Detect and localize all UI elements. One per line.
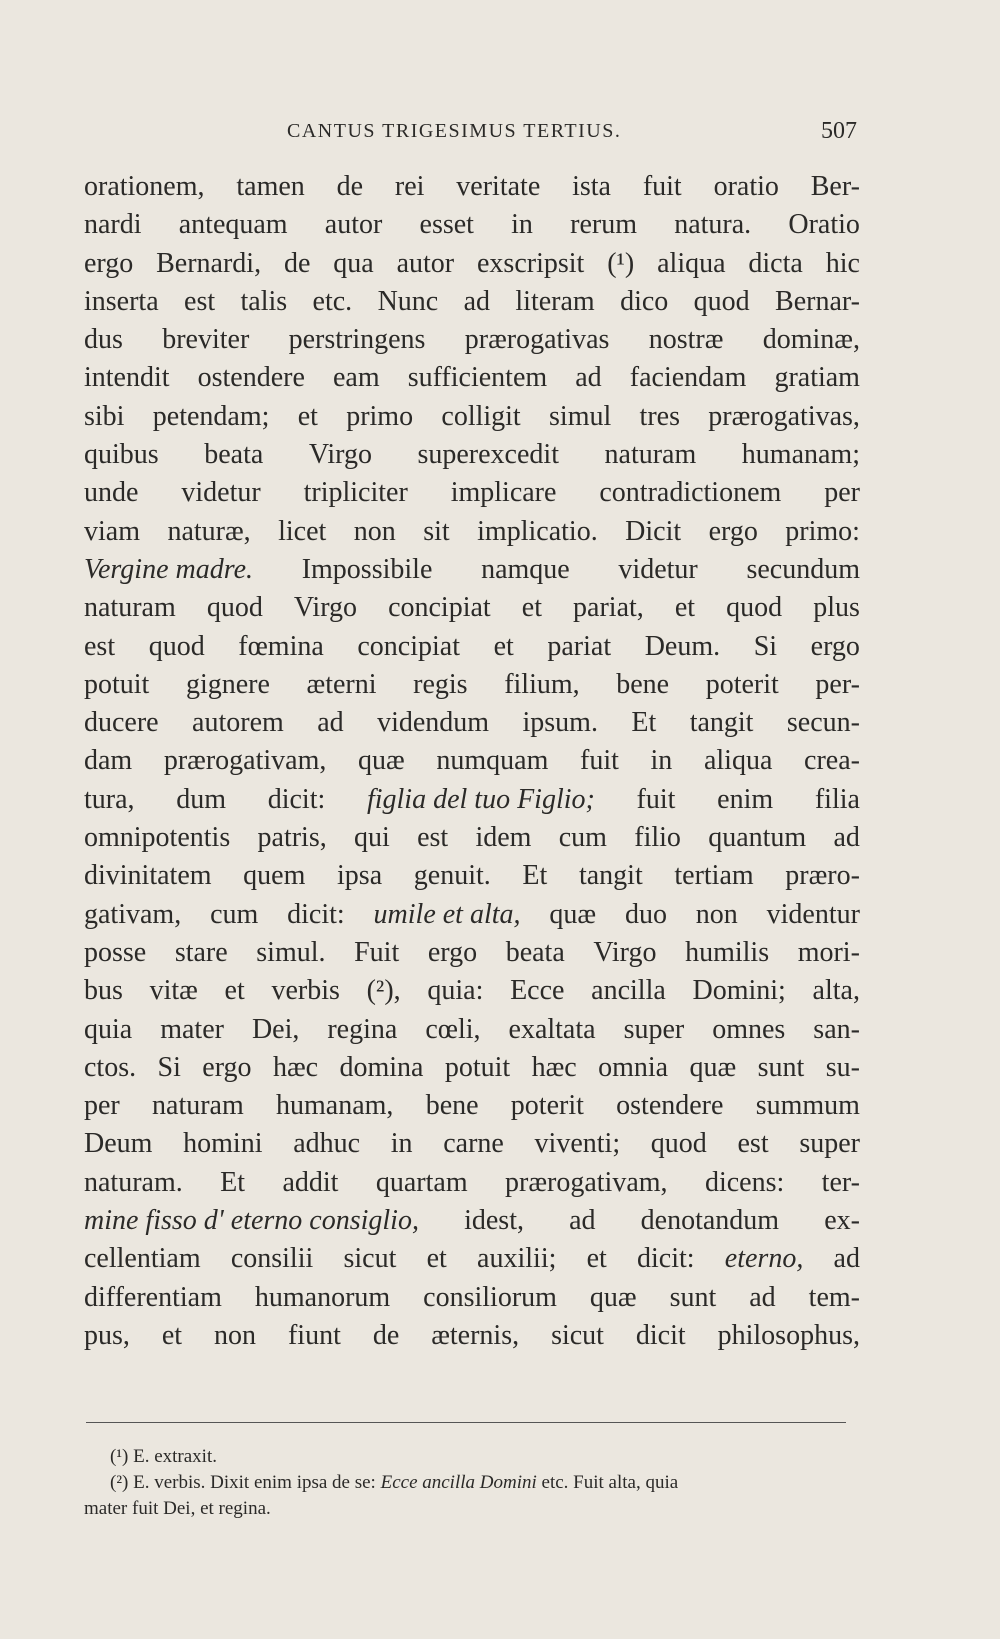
text-word: de [283,247,311,279]
text-word: duo [624,898,667,930]
text-word: concipiat [357,630,460,662]
text-word: Et [220,1166,246,1198]
text-line [84,359,860,397]
text-word: rerum [570,209,637,241]
text-word: Et [631,707,657,739]
text-word: cellentiam [84,1243,201,1275]
text-word: orationem, [84,171,205,202]
text-word: Fuit [354,936,400,968]
text-word: quem [243,860,306,892]
body-text [84,168,860,1355]
text-word: namque [481,553,570,585]
text-line [84,742,860,780]
text-word: Impossibile [301,553,433,585]
text-line [84,436,860,474]
text-word: implicare [450,477,557,509]
text-word: æterni [306,668,377,700]
text-word: æternis, [431,1319,520,1351]
text-word: bene [425,1090,479,1122]
text-word: aliqua [657,247,726,279]
text-word: quæ [549,898,597,930]
text-word: san- [813,1013,860,1045]
text-word: philosophus, [717,1319,860,1351]
text-line [84,934,860,972]
text-word: sit [423,515,450,547]
text-word: per [824,477,860,509]
text-word: videndum [377,707,490,739]
text-word: et [426,1243,447,1275]
text-word: ducere [84,707,159,739]
text-line [84,321,860,359]
text-word: ergo [810,630,860,662]
text-word: crea- [804,745,860,777]
text-word: esset [419,209,474,241]
text-word: non [695,898,738,930]
text-word: posse [84,936,147,968]
text-word: videtur [618,553,698,585]
footnotes [84,1444,854,1522]
text-word: primo: [785,515,860,547]
text-word: quia: [427,975,484,1007]
text-word: vitæ [149,975,198,1007]
text-word: quibus [84,439,159,471]
text-word: contradictionem [599,477,782,509]
text-word: ex- [824,1205,860,1237]
text-word: sunt [757,1051,805,1083]
text-word: ergo [708,515,758,547]
text-word: humanam; [741,439,860,471]
text-word: Dicit [625,515,682,547]
text-word: naturæ, [167,515,251,547]
text-word: ter- [821,1166,860,1198]
text-word: prærogativam, [163,745,327,777]
text-word: cœli, [425,1013,481,1045]
text-word: figlia del tuo Figlio; [366,783,595,815]
text-word: tres [639,400,680,432]
text-word: intendit [84,362,170,394]
text-line [84,666,860,704]
text-word: dus [84,324,123,356]
text-word: Et [522,860,548,892]
text-word: poterit [705,668,779,700]
text-word: viam [84,515,140,547]
text-word: natura. [674,209,752,241]
text-word: colligit [441,400,521,432]
text-word: numquam [436,745,549,777]
text-line [84,513,860,551]
text-word: auxilii; [477,1243,557,1275]
text-word: qui [354,822,390,854]
text-word: faciendam [629,362,747,394]
text-line [84,589,860,627]
text-line [84,245,860,283]
text-word: fuit [636,783,676,815]
text-word: tangit [578,860,643,892]
text-word: Ecce [510,975,565,1007]
text-word: summum [755,1090,860,1122]
text-word: quantum [708,822,807,854]
text-word: concipiat [388,592,491,624]
text-word: est [84,630,116,662]
text-word: adhuc [293,1128,361,1160]
text-word: in [650,745,673,777]
text-word: per- [815,668,860,700]
footnote-2-prefix: (²) E. verbis. Dixit enim ipsa de se: [110,1472,376,1493]
text-word: addit [282,1166,339,1198]
text-line [84,168,860,206]
text-word: videntur [766,898,860,930]
text-word: primo [346,400,414,432]
text-line [84,1049,860,1087]
text-word: Domini; [692,975,786,1007]
text-word: quod [148,630,205,662]
text-word: Deum [84,1128,153,1160]
text-word: aliqua [703,745,773,777]
text-word: rei [394,171,425,202]
text-line [84,551,860,589]
text-line [84,819,860,857]
text-word: filia [814,783,860,815]
text-word: ergo [202,1051,252,1083]
text-word: (¹) [607,247,635,279]
text-word: videtur [181,477,261,509]
text-line [84,474,860,512]
text-word: secun- [786,707,860,739]
text-word: veritate [456,171,541,202]
text-word: pariat [547,630,612,662]
text-word: humanam, [276,1090,394,1122]
text-word: quod [206,592,263,624]
text-word: fuit [642,171,682,202]
text-word: ergo [84,247,134,279]
text-word: poterit [510,1090,584,1122]
text-word: pariat, [573,592,644,624]
text-word: quæ [689,1051,737,1083]
text-word: licet [278,515,327,547]
text-word: autor [396,247,455,279]
text-word: genuit. [413,860,491,892]
text-word: alta, [812,975,860,1007]
text-word: quæ [589,1281,637,1313]
footnote-2 [84,1470,854,1496]
text-line [84,1317,860,1355]
text-word: bene [616,668,670,700]
text-line [84,206,860,244]
text-word: humanorum [254,1281,391,1313]
text-word: præro- [785,860,860,892]
text-word: ista [572,171,611,202]
text-word: differentiam [84,1281,222,1313]
text-word: dicit: [267,783,326,815]
text-word: fuit [580,745,619,777]
text-word: beata [204,439,264,471]
text-word: non [214,1319,257,1351]
text-word: prærogativam, [505,1166,668,1198]
running-head: CANTUS TRIGESIMUS TERTIUS. [287,120,622,142]
text-line [84,1011,860,1049]
text-word: ad [749,1281,776,1313]
text-word: superexcedit [417,439,559,471]
text-line [84,398,860,436]
footnote-2-italic: Ecce ancilla Domini [380,1472,537,1493]
text-word: gativam, [84,898,182,930]
text-word: simul. [256,936,326,968]
text-word: Bernar- [775,285,860,317]
text-word: Bernardi, [156,247,262,279]
text-word: humilis [685,936,770,968]
text-word: dominæ, [762,324,860,356]
text-word: implicatio. [477,515,598,547]
text-word: et [493,630,514,662]
text-word: ipsa [337,860,383,892]
text-word: dicit [635,1319,686,1351]
text-word: mine fisso d' eterno consiglio, [84,1205,419,1237]
text-word: sicut [551,1319,604,1351]
text-word: gratiam [774,362,860,394]
text-word: est [417,822,449,854]
text-line [84,704,860,742]
text-word: et [161,1319,183,1351]
text-word: fœmina [238,630,324,662]
text-word: ad [463,285,491,317]
text-word: viventi; [534,1128,621,1160]
text-word: nardi [84,209,142,241]
text-word: quia [84,1013,133,1045]
page-header [287,120,857,150]
text-word: ancilla [591,975,666,1007]
text-word: hæc [272,1051,319,1083]
text-word: omnia [598,1051,669,1083]
text-word: per [84,1090,120,1122]
text-word: sunt [669,1281,717,1313]
text-word: naturam [84,592,176,624]
text-word: antequam [178,209,288,241]
footnote-1: (¹) E. extraxit. [110,1446,217,1467]
text-word: (²), [366,975,401,1007]
text-word: non [353,515,396,547]
text-line [84,781,860,819]
text-word: secundum [746,553,860,585]
text-word: simul [549,400,612,432]
text-word: autorem [192,707,284,739]
text-word: regina [327,1013,398,1045]
text-word: est [737,1128,769,1160]
text-word: dico [620,285,669,317]
text-word: ad [575,362,602,394]
text-word: umile et alta, [373,898,521,930]
text-word: carne [443,1128,504,1160]
text-word: sibi [84,400,125,432]
text-line [84,1202,860,1240]
text-word: cum [558,822,607,854]
footnote-2-suffix: etc. Fuit alta, quia [541,1472,679,1493]
text-word: omnes [712,1013,786,1045]
text-word: enim [717,783,774,815]
text-word: domina [339,1051,424,1083]
text-word: ergo [427,936,478,968]
text-word: oratio [713,171,779,202]
text-word: quartam [375,1166,468,1198]
text-word: tura, [84,783,135,815]
text-word: perstringens [288,324,426,356]
text-word: omnipotentis [84,822,231,854]
text-word: mater [160,1013,224,1045]
text-word: quod [726,592,783,624]
text-word: beata [505,936,565,968]
text-line [84,1164,860,1202]
text-word: dicens: [704,1166,785,1198]
text-line [84,896,860,934]
text-word: nostræ [648,324,724,356]
text-word: etc. [312,285,353,317]
text-word: Virgo [308,439,372,471]
text-word: idest, [464,1205,524,1237]
text-word: verbis [271,975,340,1007]
text-word: filio [634,822,681,854]
text-word: ad [317,707,344,739]
text-word: super [623,1013,685,1045]
text-word: Virgo [593,936,657,968]
text-word: naturam [152,1090,244,1122]
text-word: stare [174,936,228,968]
text-word: fiunt [287,1319,341,1351]
text-word: Nunc [377,285,439,317]
text-word: et [297,400,318,432]
text-word: et [521,592,542,624]
text-word: unde [84,477,139,509]
text-word: autor [324,209,383,241]
text-word: pus, [84,1319,130,1351]
text-word: breviter [162,324,250,356]
text-word: ctos. [84,1051,137,1083]
text-word: prærogativas [464,324,610,356]
text-word: qua [333,247,374,279]
text-word: consiliorum [423,1281,557,1313]
text-word: sicut [343,1243,397,1275]
text-line [84,628,860,666]
text-word: idem [475,822,532,854]
text-word: et [674,592,696,624]
text-word: Ber- [810,171,860,202]
text-word: Oratio [788,209,860,241]
text-line [84,1240,860,1278]
text-word: ad [833,1243,860,1275]
text-word: quod [650,1128,707,1160]
text-word: quæ [358,745,405,777]
text-word: naturam [604,439,697,471]
text-line [84,972,860,1010]
text-word: in [390,1128,413,1160]
text-word: denotandum [640,1205,780,1237]
text-word: est [184,285,216,317]
text-word: consilii [230,1243,314,1275]
text-word: ad [833,822,860,854]
text-word: Si [753,630,778,662]
text-word: mori- [797,936,860,968]
text-word: su- [825,1051,860,1083]
text-line [84,283,860,321]
text-word: homini [183,1128,263,1160]
text-word: potuit [84,668,150,700]
text-word: Dei, [251,1013,300,1045]
text-word: hæc [531,1051,577,1083]
text-word: patris, [257,822,327,854]
text-word: prærogativas, [708,400,860,432]
text-line [84,1087,860,1125]
text-word: filium, [504,668,580,700]
footnote-rule [86,1422,846,1423]
text-line [84,857,860,895]
text-word: exscripsit [477,247,585,279]
text-line [84,1279,860,1317]
text-word: inserta [84,285,159,317]
text-word: hic [825,247,860,279]
text-word: literam [515,285,595,317]
page-number: 507 [821,118,857,144]
text-word: ostendere [616,1090,724,1122]
text-word: quod [693,285,750,317]
text-word: eterno, [724,1243,804,1275]
text-word: dum [176,783,227,815]
text-word: talis [240,285,288,317]
text-word: Si [157,1051,181,1083]
text-word: in [511,209,533,241]
text-word: et [224,975,245,1007]
text-word: super [799,1128,860,1160]
text-word: ad [569,1205,596,1237]
text-word: divinitatem [84,860,212,892]
text-word: dicit: [287,898,345,930]
text-word: tem- [808,1281,860,1313]
footnote-2-continued: mater fuit Dei, et regina. [84,1498,271,1519]
text-word: eam [333,362,380,394]
text-word: dicit: [637,1243,695,1275]
text-word: de [336,171,364,202]
text-word: Vergine madre. [84,553,253,585]
text-word: naturam. [84,1166,183,1198]
text-word: Virgo [293,592,358,624]
text-word: et [586,1243,607,1275]
text-line [84,1125,860,1163]
text-word: petendam; [152,400,270,432]
text-word: tamen [236,171,305,202]
text-word: sufficientem [407,362,548,394]
text-word: plus [813,592,860,624]
text-word: potuit [444,1051,511,1083]
text-word: ipsum. [522,707,598,739]
text-word: de [372,1319,400,1351]
text-word: Deum. [644,630,721,662]
text-word: regis [413,668,468,700]
text-word: bus [84,975,123,1007]
text-word: tangit [689,707,754,739]
text-word: ostendere [197,362,305,394]
text-word: tripliciter [303,477,408,509]
text-word: dam [84,745,133,777]
text-word: exaltata [508,1013,596,1045]
text-word: cum [210,898,259,930]
text-word: dicta [748,247,803,279]
text-word: tertiam [674,860,754,892]
text-word: gignere [185,668,270,700]
